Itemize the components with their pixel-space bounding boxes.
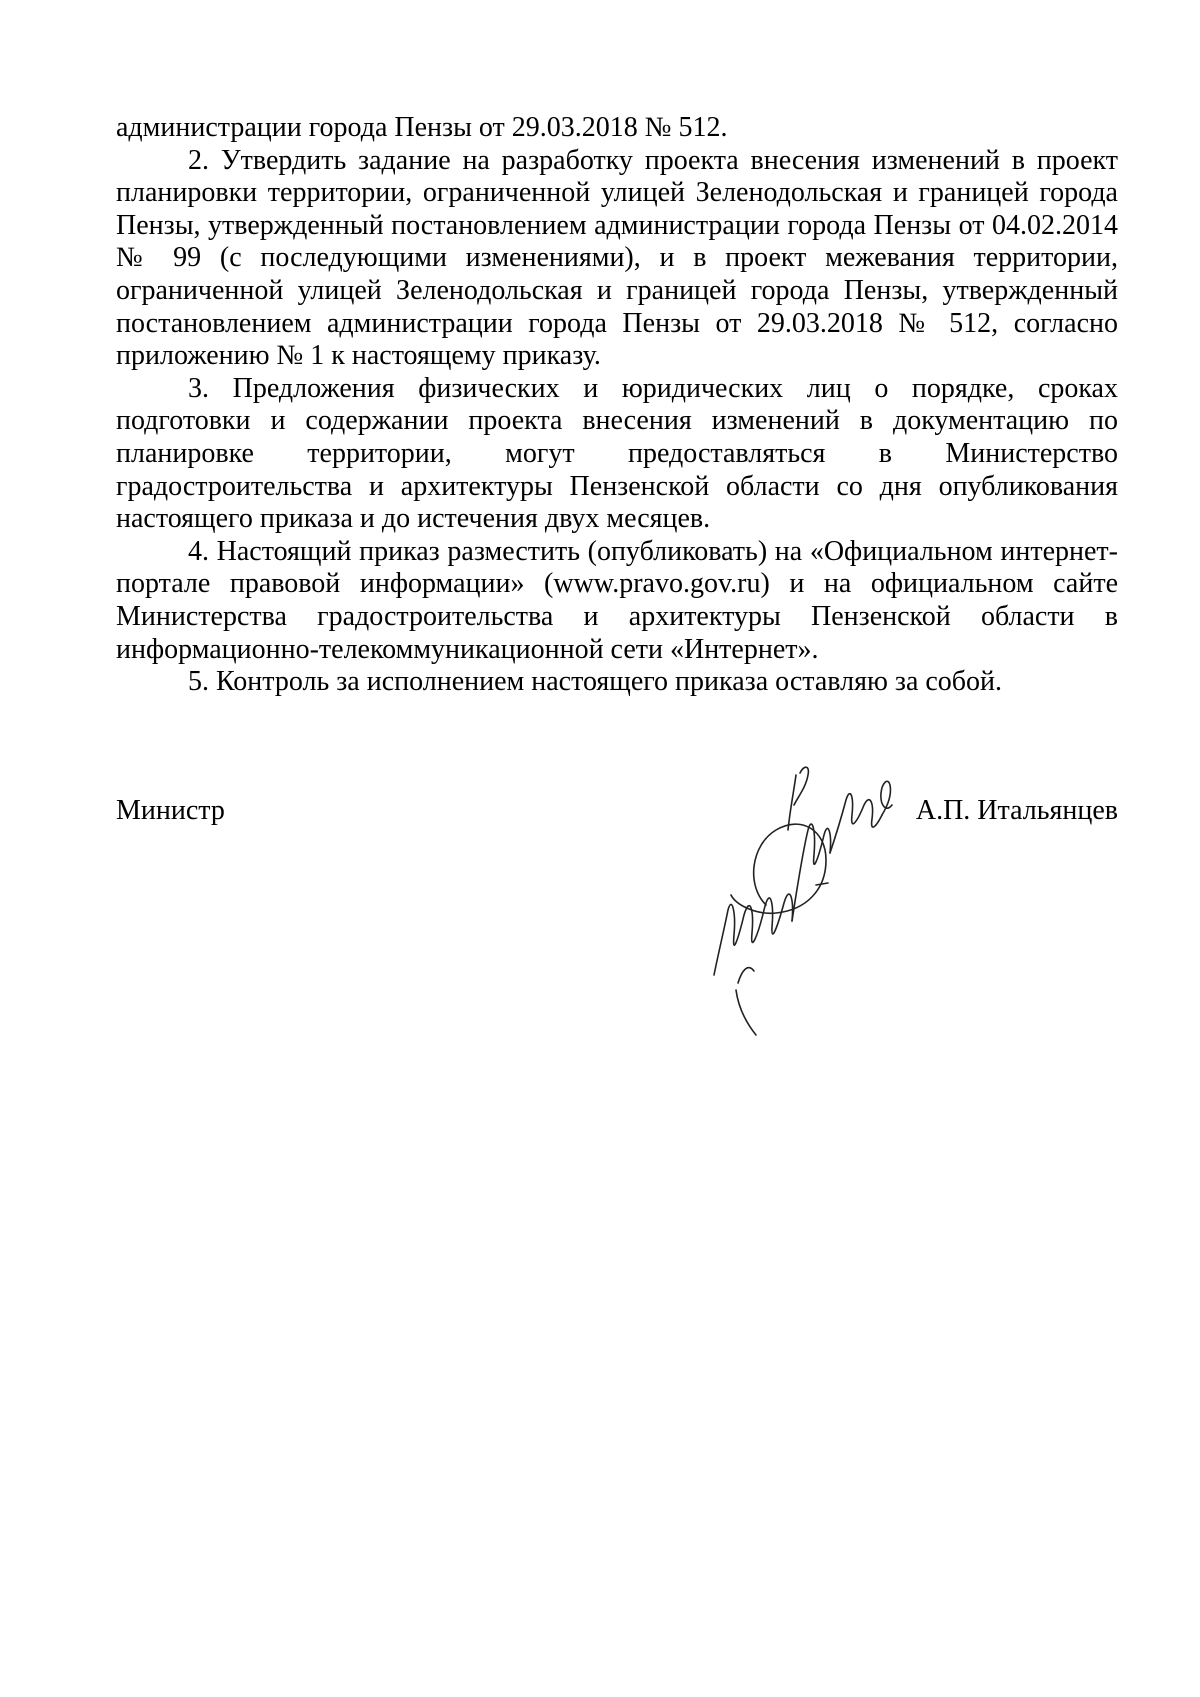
handwritten-signature (676, 735, 916, 1075)
document-body (116, 112, 1118, 699)
paragraph-item-3: 3. Предложения физических и юридических лиц о порядке, сроках подготовки и содержании проекта внесения изменений в документацию по планировке территории, могут предоставляться в Министерство градостроительства и архитектуры Пензенской области со дня опубликования настоящего приказа и до истечения двух месяцев. (116, 372, 1118, 535)
paragraph-item-4: 4. Настоящий приказ разместить (опубликовать) на «Официальном интернет-портале правовой информации» (www.pravo.gov.ru) и на официальном сайте Министерства градостроительства и архитектуры Пензенской области в информационно-телекоммуникационной сети «Интернет». (116, 535, 1118, 665)
signatory-title: Министр (116, 795, 225, 826)
signatory-name: А.П. Итальянцев (915, 795, 1118, 826)
paragraph-item-5: 5. Контроль за исполнением настоящего приказа оставляю за собой. (188, 666, 1003, 698)
signature-block (116, 795, 1118, 1075)
paragraph-item-2: 2. Утвердить задание на разработку проекта внесения изменений в проект планировки территории, ограниченной улицей Зеленодольская и границей города Пензы, утвержденный постановлением администрации города Пензы от 04.02.2014 № 99 (с последующими изменениями), и в проект межевания территории, ограниченной улицей Зеленодольская и границей города Пензы, утвержденный постановлением администрации города Пензы от 29.03.2018 № 512, согласно приложению № 1 к настоящему приказу. (116, 144, 1118, 372)
paragraph-continuation: администрации города Пензы от 29.03.2018 № 512. (116, 112, 728, 143)
